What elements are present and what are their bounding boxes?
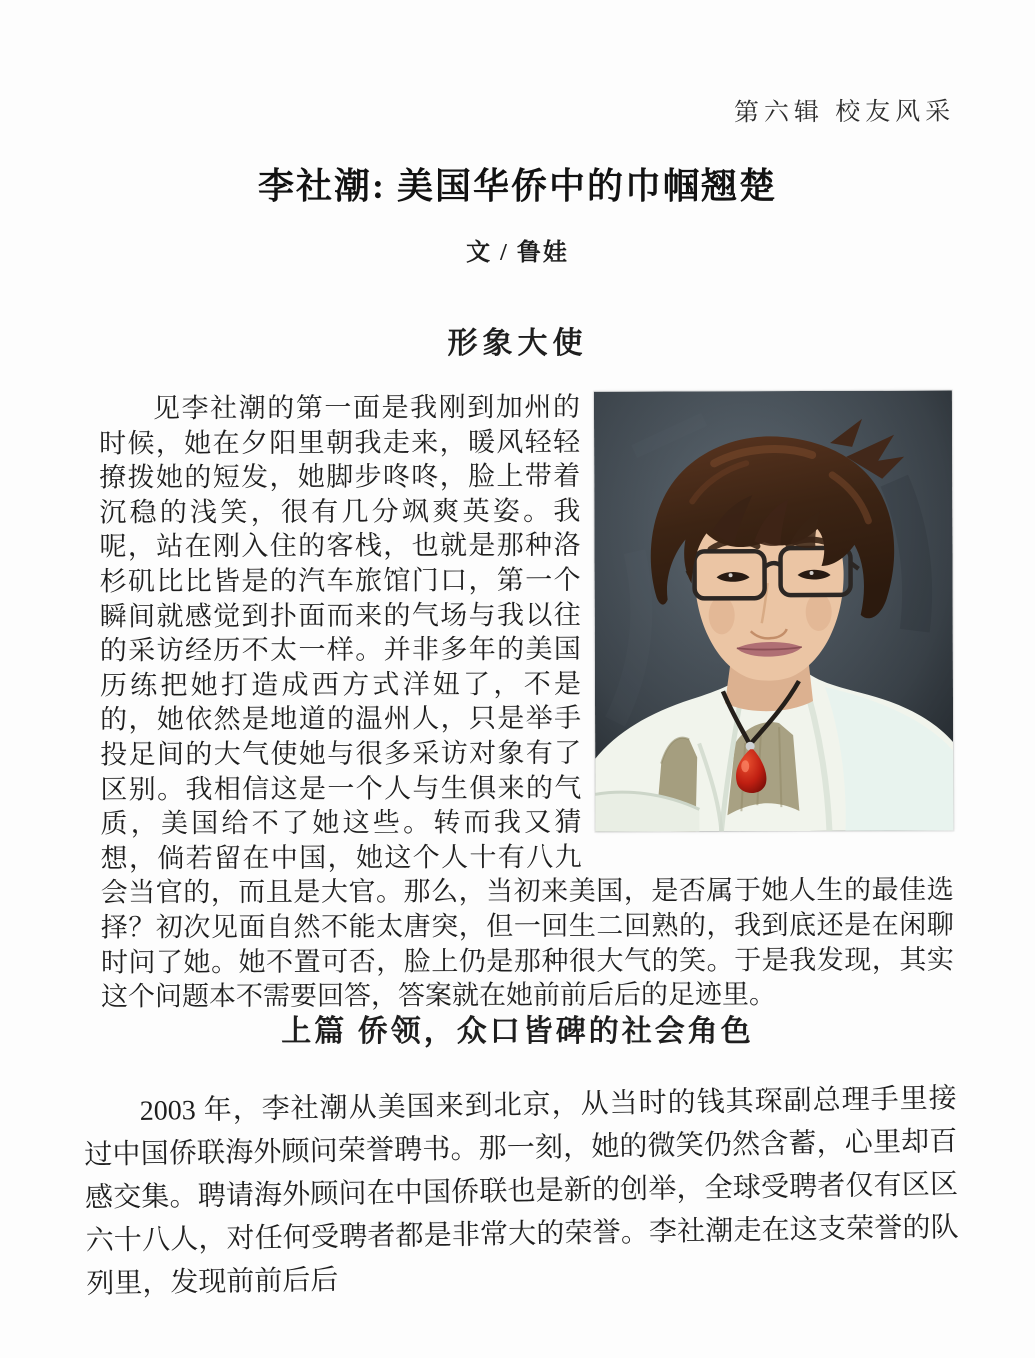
article-paragraph-1: 见李社潮的第一面是我刚到加州的时候，她在夕阳里朝我走来，暖风轻轻撩拨她的短发，她脚步咚咚，脸上带着沉稳的浅笑，很有几分飒爽英姿。我呢，站在刚入住的客栈，也就是那种洛杉矶比比皆是的汽车旅馆门口，第一个瞬间就感觉到扑面而来的气场与我以往的采访经历不太一样。并非多年的美国历练把她打造成西方式洋妞了，不是的，她依然是地道的温州人，只是举手投足间的大气使她与很多采访对象有了区别。我相信这是一个人与生俱来的气质，美国给不了她这些。转而我又猜想，倘若留在中国，她这个人十有八九会当官的，而且是大官。那么，当初来美国，是否属于她人生的最佳选择？初次见面自然不能太唐突，但一回生二回熟的，我到底还是在闲聊时问了她。她不置可否，脸上仍是那种很大气的笑。于是我发现，其实这个问题本不需要回答，答案就在她前前后后的足迹里。	[99, 391, 954, 1012]
portrait-photo	[594, 391, 954, 832]
article-paragraph-2: 2003 年，李社潮从美国来到北京，从当时的钱其琛副总理手里接过中国侨联海外顾问荣誉聘书。那一刻，她的微笑仍然含蓄，心里却百感交集。聘请海外顾问在中国侨联也是新的创举，全球受聘者仅有区区六十八人，对任何受聘者都是非常大的荣誉。李社潮走在这支荣誉的队列里，发现前前后后	[84, 1083, 959, 1300]
portrait-photo-illustration	[594, 391, 954, 832]
article-byline: 文 / 鲁娃	[466, 240, 569, 266]
article-title: 李社潮: 美国华侨中的巾帼翘楚	[258, 166, 777, 206]
article-body-second	[83, 1077, 959, 1306]
section-heading-overseas-leader: 上篇 侨领，众口皆碑的社会角色	[281, 1015, 754, 1048]
article-body-first	[99, 389, 954, 1015]
page-header: 第六辑 校友风采	[733, 98, 956, 127]
section-heading-image-ambassador: 形象大使	[447, 327, 588, 360]
